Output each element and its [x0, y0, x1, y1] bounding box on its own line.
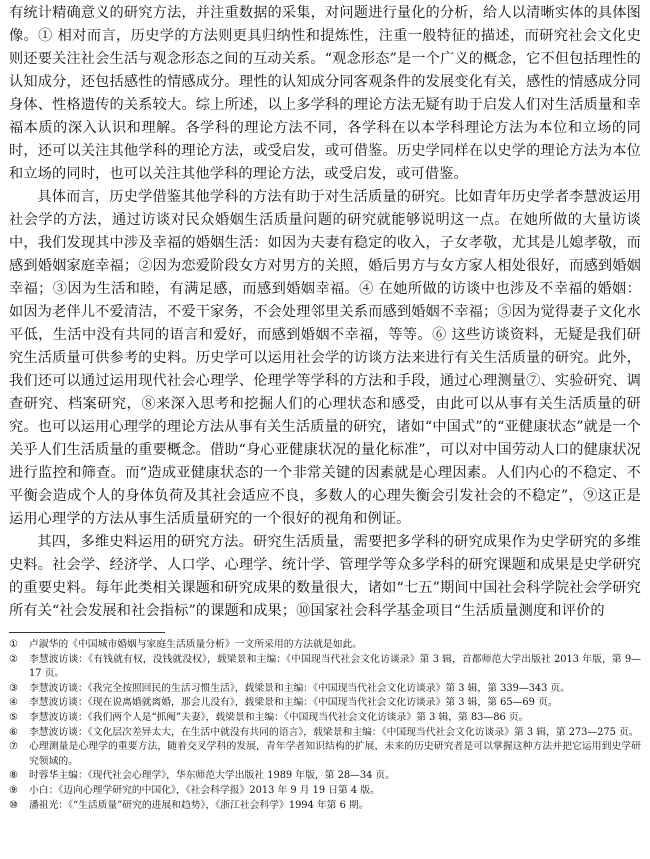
footnote-number: ⑤ [9, 711, 18, 723]
footnotes [9, 638, 641, 813]
footnote-text: 卢淑华的《中国城市婚姻与家庭生活质量分析》一文所采用的方法就是如此。 [29, 639, 363, 650]
footnote-text: 李慧波访谈：《我完全按照回民的生活习惯生活》，载梁景和主编：《中国现当代社会文化访谈录》第 3 辑，第 339—343 页。 [29, 682, 571, 694]
footnote-divider [9, 632, 165, 633]
footnote-10 [9, 799, 641, 814]
main-text [9, 2, 641, 623]
footnote-number: ⑥ [9, 726, 18, 738]
footnote-number: ③ [9, 682, 18, 694]
footnote-text: 李慧波访谈：《有钱就有权，没钱就没权》，载梁景和主编：《中国现当代社会文化访谈录》第 3 辑，首都师范大学出版社 2013 年版，第 9—17 页。 [29, 653, 641, 680]
footnote-number: ⑨ [9, 784, 18, 796]
footnote-5 [9, 711, 641, 726]
footnote-7 [9, 740, 641, 769]
footnote-1 [9, 638, 641, 653]
footnote-number: ① [9, 639, 18, 650]
footnote-number: ⑦ [9, 741, 18, 753]
footnote-number: ② [9, 653, 18, 665]
footnote-number: ⑧ [9, 770, 18, 782]
footnote-number: ⑩ [9, 799, 18, 811]
footnote-text: 潘祖光：《“生活质量”研究的进展和趋势》，《浙江社会科学》1994 年第 6 期。 [29, 799, 369, 811]
footnote-number: ④ [9, 697, 18, 709]
footnote-4 [9, 696, 641, 711]
footnote-text: 李慧波访谈：《我们两个人是“抓阄”夫妻》，载梁景和主编：《中国现当代社会文化访谈录》第 3 辑，第 83—86 页。 [29, 711, 529, 723]
paragraph-2: 具体而言，历史学借鉴其他学科的方法有助于对生活质量的研究。比如青年历史学者李慧波运用社会学的方法，通过访谈对民众婚姻生活质量问题的研究就能够说明这一点。在她所做的大量访谈中，我们发现其中涉及幸福的婚姻生活：如因为夫妻有稳定的收入，子女孝敬，尤其是儿媳孝敬，而感到婚姻家庭幸福；②因为恋爱阶段女方对男方的关照，婚后男方与女方家人相处很好，而感到婚姻幸福；③因为生活和睦，有满足感，而感到婚姻幸福。④ 在她所做的访谈中也涉及不幸福的婚姻：如因为老伴儿不爱清洁，不爱干家务，不会处理邻里关系而感到婚姻不幸福；⑤因为觉得妻子文化水平低，生活中没有共同的语言和爱好，而感到婚姻不幸福，等等。⑥ 这些访谈资料，无疑是我们研究生活质量可供参考的史料。历史学可以运用社会学的访谈方法来进行有关生活质量的研究。此外，我们还可以通过运用现代社会心理学、伦理学等学科的方法和手段，通过心理测量⑦、实验研究、调查研究、档案研究，⑧来深入思考和挖掘人们的心理状态和感受，由此可以从事有关生活质量的研究。也可以运用心理学的理论方法从事有关生活质量的研究，诸如“中国式”的“亚健康状态”就是一个关乎人们生活质量的重要概念。借助“身心亚健康状况的量化标准”，可以对中国劳动人口的健康状况进行监控和筛查。而“造成亚健康状态的一个非常关键的因素就是心理因素。人们内心的不稳定、不平衡会造成个人的身体负荷及其社会适应不良，多数人的心理失衡会引发社会的不稳定”，⑨这正是运用心理学的方法从事生活质量研究的一个很好的视角和例证。 [9, 189, 641, 527]
footnote-3 [9, 682, 641, 697]
footnote-9 [9, 784, 641, 799]
footnote-text: 心理测量是心理学的重要方法，随着交叉学科的发展，青年学者知识结构的扩展，未来的历史研究者是可以掌握这种方法并把它运用到史学研究领域的。 [29, 741, 641, 767]
footnote-2 [9, 653, 641, 682]
footnote-text: 时蓉华主编：《现代社会心理学》，华东师范大学出版社 1989 年版，第 28—34 页。 [29, 770, 396, 782]
footnote-text: 小白：《迈向心理学研究的中国化》，《社会科学报》2013 年 9 月 19 日第 4 版。 [29, 784, 380, 796]
paragraph-3: 其四，多维史料运用的研究方法。研究生活质量，需要把多学科的研究成果作为史学研究的多维史料。社会学、经济学、人口学、心理学、统计学、管理学等众多学科的研究课题和成果是史学研究的重要史料。每年此类相关课题和研究成果的数量很大，诸如“七五”期间中国社会科学院社会学研究所有关“社会发展和社会指标”的课题和成果；⑩国家社会科学基金项目“生活质量测度和评价的 [9, 534, 641, 619]
footnote-8 [9, 769, 641, 784]
footnote-text: 李慧波访谈：《文化层次差异太大，在生活中就没有共同的语言》，载梁景和主编：《中国现当代社会文化访谈录》第 3 辑，第 273—275 页。 [29, 726, 639, 738]
paragraph-1: 有统计精确意义的研究方法，并注重数据的采集，对问题进行量化的分析，给人以清晰实体的具体图像。① 相对而言，历史学的方法则更具归纳性和提炼性，注重一般特征的描述，而研究社会文化史则还要关注社会生活与观念形态之间的互动关系。“观念形态”是一个广义的概念，它不但包括理性的认知成分，还包括感性的情感成分。理性的认知成分同客观条件的发展变化有关，感性的情感成分同身体、性格遗传的关系较大。综上所述，以上多学科的理论方法无疑有助于启发人们对生活质量和幸福本质的深入认识和理解。各学科的理论方法不同，各学科在以本学科理论方法为本位和立场的同时，还可以关注其他学科的理论方法，或受启发，或可借鉴。历史学同样在以史学的理论方法为本位和立场的同时，也可以关注其他学科的理论方法，或受启发，或可借鉴。 [9, 5, 641, 182]
footnote-6 [9, 726, 641, 741]
footnote-text: 李慧波访谈：《现在说离婚就离婚，那会儿没有》，载梁景和主编：《中国现当代社会文化访谈录》第 3 辑，第 65—69 页。 [29, 697, 558, 709]
